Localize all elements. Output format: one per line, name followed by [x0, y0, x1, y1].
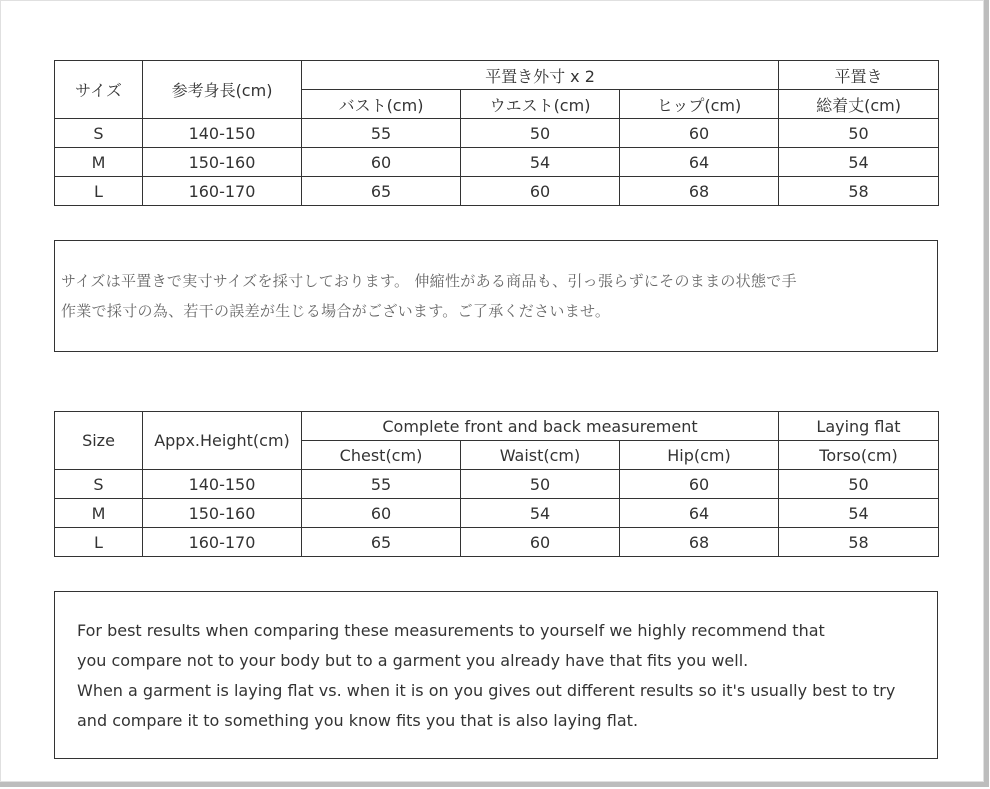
table-cell: 68 [620, 528, 779, 557]
note-line: サイズは平置きで実寸サイズを採寸しております。 伸縮性がある商品も、引っ張らずにそのままの状態で手 [61, 272, 797, 290]
table-cell: 60 [461, 177, 620, 206]
header-waist: ウエスト(cm) [461, 90, 620, 119]
note-line: For best results when comparing these measurements to yourself we highly recommend that [77, 621, 825, 640]
table-cell: S [55, 119, 143, 148]
table-cell: 150-160 [143, 148, 302, 177]
table-cell: 60 [461, 528, 620, 557]
note-line: and compare it to something you know fits you that is also laying flat. [77, 711, 639, 730]
table-cell: M [55, 499, 143, 528]
table-cell: 50 [461, 119, 620, 148]
table-cell: 60 [620, 470, 779, 499]
table-cell: 140-150 [143, 119, 302, 148]
table-cell: 64 [620, 148, 779, 177]
table-row [55, 177, 939, 206]
table-cell: 140-150 [143, 470, 302, 499]
table-cell: 50 [779, 119, 939, 148]
table-cell: 64 [620, 499, 779, 528]
header-measurement-group: Complete front and back measurement [302, 412, 779, 441]
table-row [55, 119, 939, 148]
header-size: Size [55, 412, 143, 470]
table-header-row [55, 412, 939, 441]
size-table-japanese [54, 60, 939, 206]
table-cell: 50 [779, 470, 939, 499]
header-height: 参考身長(cm) [143, 61, 302, 119]
header-size: サイズ [55, 61, 143, 119]
header-height: Appx.Height(cm) [143, 412, 302, 470]
table-row [55, 499, 939, 528]
table-cell: 54 [461, 499, 620, 528]
table-cell: 150-160 [143, 499, 302, 528]
table-cell: 65 [302, 528, 461, 557]
header-torso: Torso(cm) [779, 441, 939, 470]
table-cell: 65 [302, 177, 461, 206]
header-bust: バスト(cm) [302, 90, 461, 119]
header-laying-flat: 平置き [779, 61, 939, 90]
table-cell: S [55, 470, 143, 499]
note-box-english [54, 591, 938, 759]
table-cell: L [55, 528, 143, 557]
note-line: you compare not to your body but to a garment you already have that fits you well. [77, 651, 749, 670]
header-total-length: 総着丈(cm) [779, 90, 939, 119]
table-cell: 55 [302, 470, 461, 499]
table-cell: 58 [779, 177, 939, 206]
table-cell: 160-170 [143, 528, 302, 557]
table-cell: 60 [620, 119, 779, 148]
header-chest: Chest(cm) [302, 441, 461, 470]
header-hip: Hip(cm) [620, 441, 779, 470]
table-cell: 54 [461, 148, 620, 177]
table-cell: L [55, 177, 143, 206]
table-cell: 60 [302, 148, 461, 177]
table-cell: M [55, 148, 143, 177]
table-cell: 54 [779, 148, 939, 177]
table-row [55, 528, 939, 557]
table-row [55, 470, 939, 499]
table-cell: 68 [620, 177, 779, 206]
table-cell: 50 [461, 470, 620, 499]
table-row [55, 148, 939, 177]
size-table-english [54, 411, 939, 557]
table-header-row [55, 61, 939, 90]
header-hip: ヒップ(cm) [620, 90, 779, 119]
note-line: 作業で採寸の為、若干の誤差が生じる場合がございます。ご了承くださいませ。 [61, 302, 611, 320]
table-cell: 55 [302, 119, 461, 148]
table-cell: 54 [779, 499, 939, 528]
header-laying-flat: Laying flat [779, 412, 939, 441]
table-cell: 58 [779, 528, 939, 557]
table-cell: 160-170 [143, 177, 302, 206]
table-cell: 60 [302, 499, 461, 528]
note-box-japanese [54, 240, 938, 352]
header-flat-measurement-group: 平置き外寸 x 2 [302, 61, 779, 90]
note-line: When a garment is laying flat vs. when it is on you gives out different results so it's usually best to try [77, 681, 896, 700]
header-waist: Waist(cm) [461, 441, 620, 470]
